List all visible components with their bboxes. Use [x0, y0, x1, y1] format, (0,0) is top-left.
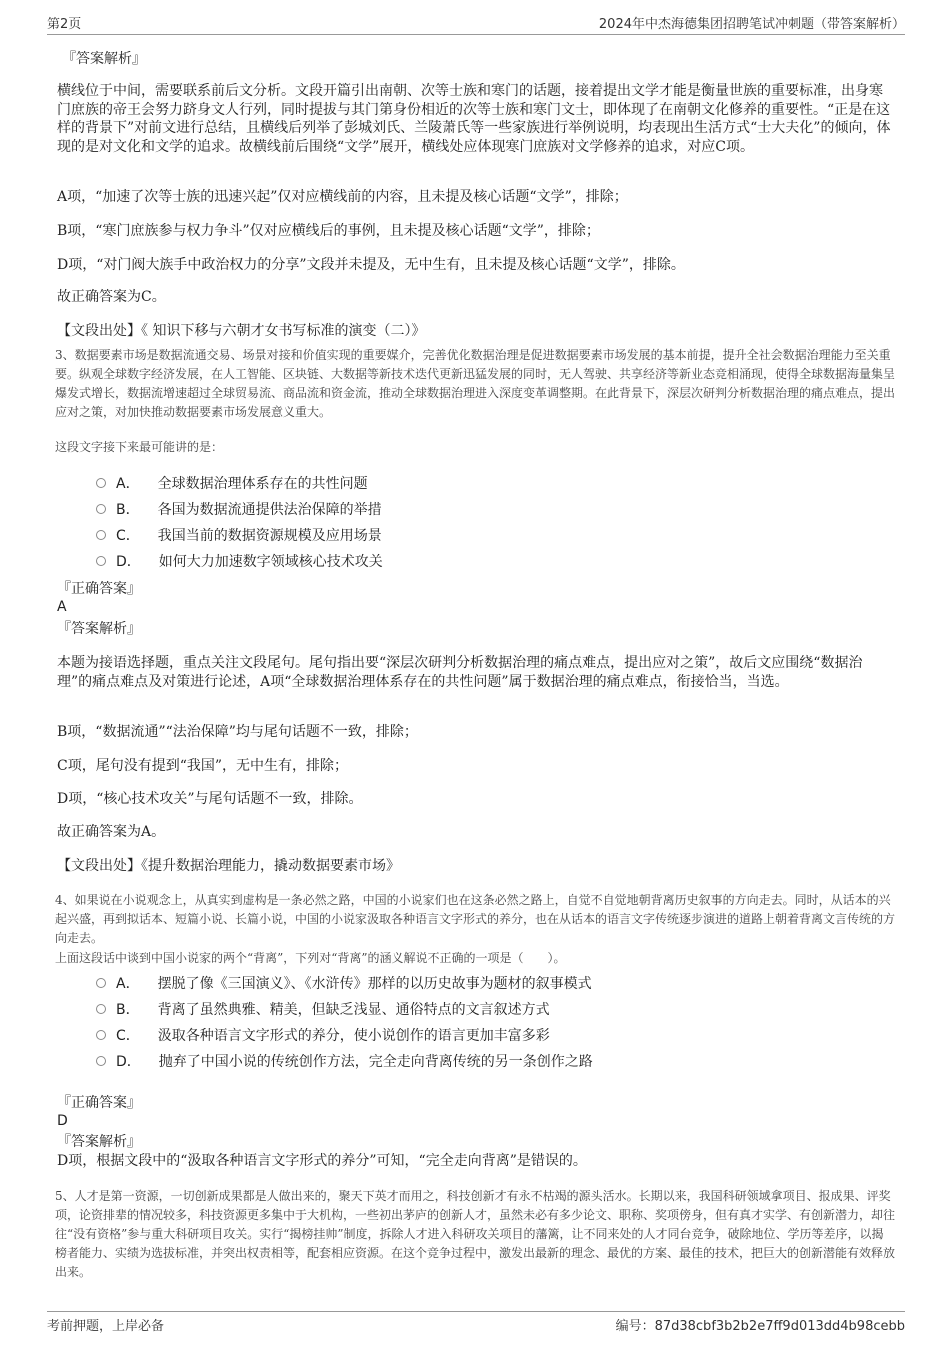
q4-option-a[interactable]: A． 摆脱了像《三国演义》、《水浒传》那样的以历史故事为题材的叙事模式 [96, 973, 592, 993]
q3-conclusion: 故正确答案为A。 [57, 824, 166, 840]
q5-stem: 5、人才是第一资源，一切创新成果都是人做出来的，聚天下英才而用之，科技创新才有永不枯竭的源头活水。长期以来，我国科研领域拿项目、报成果、评奖项，论资排辈的情况较多，科技资源更多集中于大机构，一些初出茅庐的创新人才，虽然未必有多少论文、职称、奖项傍身，但有真才实学、有创新潜力，却往往“没有资格”参与重大科研项目攻关。实行“揭榜挂帅”制度，拆除人才进入科研攻关项目的藩篱，让不同来处的人才同台竞争，破除地位、学历等差序，以揭榜者能力、实绩为选拔标准，并突出权责相等，配套相应资源。在这个竞争过程中，激发出最新的理念、最优的方案、最佳的技术，把巨大的创新潜能有效释放出来。 [55, 1189, 896, 1279]
radio-icon[interactable] [96, 478, 106, 488]
page-footer [47, 1311, 905, 1334]
q3-option-a[interactable]: A． 全球数据治理体系存在的共性问题 [96, 473, 368, 493]
q2-analysis-text: 横线位于中间，需要联系前后文分析。文段开篇引出南朝、次等士族和寒门的话题，接着提出文学才能是衡量世族的重要标准，出身寒门庶族的帝王会努力跻身文人行列，同时提拔与其门第身份相近的次等士族和寒门文士，即体现了在南朝文化修养的重要性。“正是在这样的背景下”对前文进行总结，且横线后列举了彭城刘氏、兰陵萧氏等一些家族进行举例说明，均表现出生活方式“士大夫化”的倾向，体现的是对文化和文学的追求。故横线前后围绕“文学”展开，横线处应体现寒门庶族对文学修养的追求，对应C项。 [57, 83, 891, 155]
q4-question: 上面这段话中谈到中国小说家的两个“背离”，下列对“背离”的涵义解说不正确的一项是（ ）。 [55, 951, 566, 965]
q4-option-d[interactable]: D． 抛弃了中国小说的传统创作方法，完全走向背离传统的另一条创作之路 [96, 1051, 593, 1071]
q3-source: 【文段出处】《提升数据治理能力，撬动数据要素市场》 [57, 858, 400, 874]
page-header [47, 12, 905, 35]
radio-icon[interactable] [96, 1004, 106, 1014]
q4-answer-label: 『正确答案』 [57, 1095, 141, 1111]
q2-option-d-explanation: D项，“对门阀大族手中政治权力的分享”文段并未提及，无中生有，且未提及核心话题“文学”，排除。 [57, 257, 685, 273]
radio-icon[interactable] [96, 504, 106, 514]
q4-analysis-text: D项，根据文段中的“汲取各种语言文字形式的养分”可知，“完全走向背离”是错误的。 [57, 1153, 587, 1169]
q3-analysis-label: 『答案解析』 [57, 621, 141, 637]
footer-slogan: 考前押题，上岸必备 [47, 1319, 165, 1334]
document-id: 编号：87d38cbf3b2b2e7ff9d013dd4b98cebb [615, 1319, 905, 1334]
q4-answer: D [57, 1113, 68, 1129]
q2-analysis-label: 『答案解析』 [62, 51, 146, 67]
q3-stem: 3、数据要素市场是数据流通交易、场景对接和价值实现的重要媒介，完善优化数据治理是促进数据要素市场发展的基本前提，提升全社会数据治理能力至关重要。纵观全球数字经济发展，在人工智能、区块链、大数据等新技术迭代更新迅猛发展的同时，无人驾驶、共享经济等新业态竞相涌现，使得全球数据海量集呈爆发式增长，数据流增速超过全球贸易流、商品流和资金流，推动全球数据治理进入深度变革调整期。在此背景下，深层次研判分析数据治理的痛点难点，提出应对之策，对加快推动数据要素市场发展意义重大。 [55, 348, 896, 419]
q3-question: 这段文字接下来最可能讲的是： [55, 440, 224, 454]
q3-option-d-explanation: D项，“核心技术攻关”与尾句话题不一致，排除。 [57, 791, 363, 807]
radio-icon[interactable] [96, 1056, 106, 1066]
q2-option-a-explanation: A项，“加速了次等士族的迅速兴起”仅对应横线前的内容，且未提及核心话题“文学”，排除； [57, 189, 628, 205]
q2-source: 【文段出处】《 知识下移与六朝才女书写标准的演变（二）》 [57, 323, 426, 339]
q3-option-c-explanation: C项，尾句没有提到“我国”，无中生有，排除； [57, 758, 349, 774]
q3-analysis-text: 本题为接语选择题，重点关注文段尾句。尾句指出要“深层次研判分析数据治理的痛点难点，提出应对之策”，故后文应围绕“数据治理”的痛点难点及对策进行论述，A项“全球数据治理体系存在的共性问题”属于数据治理的痛点难点，衔接恰当，当选。 [57, 655, 863, 690]
q3-option-c[interactable]: C． 我国当前的数据资源规模及应用场景 [96, 525, 382, 545]
q4-analysis-label: 『答案解析』 [57, 1134, 141, 1150]
document-title: 2024年中杰海德集团招聘笔试冲刺题（带答案解析） [598, 17, 905, 32]
q2-conclusion: 故正确答案为C。 [57, 289, 166, 305]
q3-option-b[interactable]: B． 各国为数据流通提供法治保障的举措 [96, 499, 382, 519]
q3-answer-label: 『正确答案』 [57, 581, 141, 597]
radio-icon[interactable] [96, 1030, 106, 1040]
radio-icon[interactable] [96, 978, 106, 988]
q4-option-c[interactable]: C． 汲取各种语言文字形式的养分，使小说创作的语言更加丰富多彩 [96, 1025, 550, 1045]
radio-icon[interactable] [96, 556, 106, 566]
q3-option-d[interactable]: D． 如何大力加速数字领域核心技术攻关 [96, 551, 383, 571]
radio-icon[interactable] [96, 530, 106, 540]
q4-stem: 4、如果说在小说观念上，从真实到虚构是一条必然之路，中国的小说家们也在这条必然之路上，自觉不自觉地朝背离历史叙事的方向走去。同时，从话本的兴起兴盛，再到拟话本、短篇小说、长篇小说，中国的小说家汲取各种语言文字形式的养分，也在从话本的语言文字传统逐步演进的道路上朝着背离文言传统的方向走去。 [55, 893, 896, 945]
page-number: 第2页 [47, 17, 82, 32]
q3-answer: A [57, 599, 67, 615]
q2-option-b-explanation: B项，“寒门庶族参与权力争斗”仅对应横线后的事例，且未提及核心话题“文学”，排除； [57, 223, 600, 239]
q4-option-b[interactable]: B． 背离了虽然典雅、精美，但缺乏浅显、通俗特点的文言叙述方式 [96, 999, 550, 1019]
q3-option-b-explanation: B项，“数据流通”“法治保障”均与尾句话题不一致，排除； [57, 724, 418, 740]
